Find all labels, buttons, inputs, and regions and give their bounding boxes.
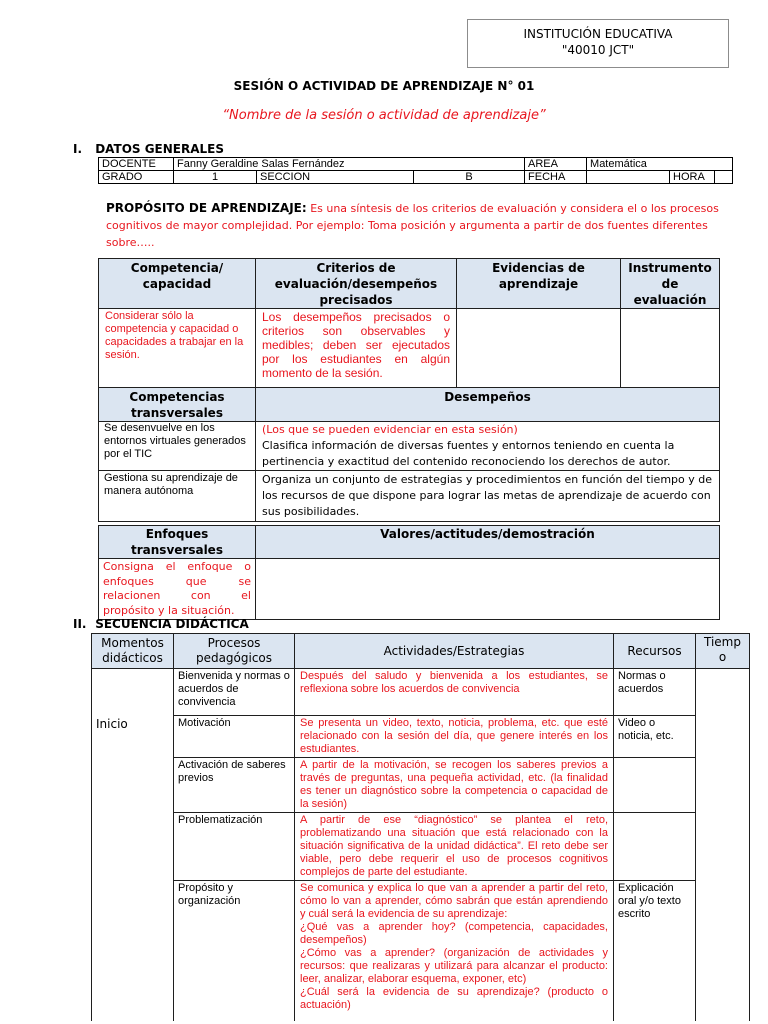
header-enfoques: Enfoques transversales bbox=[99, 526, 256, 559]
header-competencia: Competencia/ capacidad bbox=[99, 259, 256, 309]
recurso-cell: Explicación oral y/o texto escrito bbox=[614, 881, 696, 1021]
table-row bbox=[92, 758, 750, 813]
valores-cell bbox=[256, 559, 720, 620]
tiempo-cell bbox=[696, 669, 750, 1021]
header-comp-transversales: Competencias transversales bbox=[99, 388, 256, 422]
hora-label: HORA bbox=[670, 171, 715, 184]
desempeno-2: Organiza un conjunto de estrategias y procedimientos en función del tiempo y de los recursos de que dispone para lograr las metas de aprendizaje de acuerdo con sus posibilidades. bbox=[256, 471, 720, 522]
actividad-cell: Se presenta un video, texto, noticia, problema, etc. que esté relacionado con la sesión del día, que genere interés en los estudiantes. bbox=[295, 716, 614, 758]
table-header-row bbox=[99, 526, 720, 559]
header-criterios: Criterios de evaluación/desempeños precisados bbox=[256, 259, 457, 309]
criterios-cell: Los desempeños precisados o criterios son observables y medibles; deben ser ejecutados por los estudiantes en algún momento de la sesión. bbox=[256, 309, 457, 388]
proceso-cell: Bienvenida y normas o acuerdos de convivencia bbox=[174, 669, 295, 716]
actividad-text: Se comunica y explica lo que van a aprender a partir del reto, cómo lo van a aprender, cómo sabrán que están aprendiendo y cuál será la evidencia de su aprendizaje: bbox=[300, 882, 608, 920]
section-label: DATOS GENERALES bbox=[95, 142, 225, 156]
evidencias-cell bbox=[457, 309, 621, 388]
comp-transversal-2: Gestiona su aprendizaje de manera autónoma bbox=[99, 471, 256, 522]
enfoques-table bbox=[98, 525, 720, 620]
actividad-question: ¿Qué vas a aprender hoy? (competencia, capacidades, desempeños) bbox=[300, 921, 608, 946]
table-header-row bbox=[92, 634, 750, 669]
desempeno-note: (Los que se pueden evidenciar en esta sesión) bbox=[262, 423, 518, 436]
table-row bbox=[92, 669, 750, 716]
table-row bbox=[99, 309, 720, 388]
table-row bbox=[99, 158, 733, 171]
momento-inicio: Inicio bbox=[92, 669, 174, 1021]
section-number: II. bbox=[73, 617, 87, 631]
proceso-cell: Problematización bbox=[174, 813, 295, 881]
instrumento-cell bbox=[621, 309, 720, 388]
header-procesos: Procesos pedagógicos bbox=[174, 634, 295, 669]
header-evidencias: Evidencias de aprendizaje bbox=[457, 259, 621, 309]
enfoque-cell: Consigna el enfoque o enfoques que se relacionen con el propósito y la situación. bbox=[99, 559, 256, 620]
docente-value: Fanny Geraldine Salas Fernández bbox=[174, 158, 525, 171]
page-title: SESIÓN O ACTIVIDAD DE APRENDIZAJE N° 01 bbox=[233, 79, 535, 93]
table-row bbox=[99, 471, 720, 522]
table-row bbox=[99, 171, 733, 184]
institution-box bbox=[467, 19, 729, 68]
proceso-cell: Activación de saberes previos bbox=[174, 758, 295, 813]
table-header-row bbox=[99, 388, 720, 422]
seccion-value: B bbox=[414, 171, 525, 184]
area-value: Matemática bbox=[587, 158, 733, 171]
header-tiempo: Tiempo bbox=[696, 634, 750, 669]
recurso-cell: Video o noticia, etc. bbox=[614, 716, 696, 758]
fecha-value bbox=[587, 171, 670, 184]
secuencia-table bbox=[91, 633, 750, 1021]
section-label: SECUENCIA DIDÁCTICA bbox=[95, 617, 249, 631]
docente-label: DOCENTE bbox=[99, 158, 174, 171]
recurso-cell: Normas o acuerdos bbox=[614, 669, 696, 716]
table-row bbox=[92, 813, 750, 881]
competencia-cell: Considerar sólo la competencia y capacidad o capacidades a trabajar en la sesión. bbox=[99, 309, 256, 388]
comp-transversal-1: Se desenvuelve en los entornos virtuales generados por el TIC bbox=[99, 422, 256, 471]
table-row bbox=[92, 716, 750, 758]
proposito-label: PROPÓSITO DE APRENDIZAJE: bbox=[106, 201, 307, 215]
table-row bbox=[99, 559, 720, 620]
seccion-label: SECCION bbox=[257, 171, 414, 184]
actividad-cell: Después del saludo y bienvenida a los estudiantes, se reflexiona sobre los acuerdos de convivencia bbox=[295, 669, 614, 716]
session-name: “Nombre de la sesión o actividad de aprendizaje” bbox=[222, 108, 546, 123]
hora-value bbox=[715, 171, 733, 184]
datos-generales-table bbox=[98, 157, 733, 184]
header-valores: Valores/actitudes/demostración bbox=[256, 526, 720, 559]
actividad-question: ¿Cómo vas a aprender? (organización de actividades y recursos: que realizaras y utilizará para alcanzar el producto: leer, analizar, elaborar esquema, exponer, etc) bbox=[300, 947, 608, 985]
actividad-question: ¿Cuál será la evidencia de su aprendizaje? (producto o actuación) bbox=[300, 986, 608, 1011]
section-heading-datos bbox=[73, 142, 224, 156]
actividad-cell: A partir de la motivación, se recogen los saberes previos a través de preguntas, una pequeña actividad, etc. (la finalidad es tener un diagnóstico sobre la competencia o capacidad de la sesión) bbox=[295, 758, 614, 813]
grado-value: 1 bbox=[174, 171, 257, 184]
table-header-row bbox=[99, 259, 720, 309]
institution-name: INSTITUCIÓN EDUCATIVA bbox=[523, 27, 673, 41]
header-actividades: Actividades/Estrategias bbox=[295, 634, 614, 669]
proceso-cell: Propósito y organización bbox=[174, 881, 295, 1021]
grado-label: GRADO bbox=[99, 171, 174, 184]
proposito-text: Es una síntesis de los criterios de evaluación y considera el o los procesos cognitivos de mayor complejidad. Por ejemplo: Toma posición y argumenta a partir de dos fuentes diferentes sobre….. bbox=[106, 202, 719, 249]
desempeno-text: Clasifica información de diversas fuentes y entornos teniendo en cuenta la pertinencia y exactitud del contenido reconociendo los derechos de autor. bbox=[262, 439, 675, 468]
table-row bbox=[99, 422, 720, 471]
header-desempenos: Desempeños bbox=[256, 388, 720, 422]
desempeno-1 bbox=[256, 422, 720, 471]
header-instrumento: Instrumento de evaluación bbox=[621, 259, 720, 309]
proposito bbox=[106, 200, 736, 251]
area-label: AREA bbox=[525, 158, 587, 171]
institution-code: "40010 JCT" bbox=[561, 43, 635, 57]
actividad-cell bbox=[295, 881, 614, 1021]
recurso-cell bbox=[614, 758, 696, 813]
table-row bbox=[92, 881, 750, 1021]
recurso-cell bbox=[614, 813, 696, 881]
header-momentos: Momentos didácticos bbox=[92, 634, 174, 669]
section-number: I. bbox=[73, 142, 83, 156]
fecha-label: FECHA bbox=[525, 171, 587, 184]
header-recursos: Recursos bbox=[614, 634, 696, 669]
competencias-table bbox=[98, 258, 720, 522]
proceso-cell: Motivación bbox=[174, 716, 295, 758]
actividad-cell: A partir de ese “diagnóstico” se plantea el reto, problematizando una situación que está relacionado con la situación significativa de la unidad didáctica”. El reto debe ser viable, pero debe requerir el uso de procesos cognitivos complejos de parte del estudiante. bbox=[295, 813, 614, 881]
section-heading-secuencia bbox=[73, 617, 249, 631]
